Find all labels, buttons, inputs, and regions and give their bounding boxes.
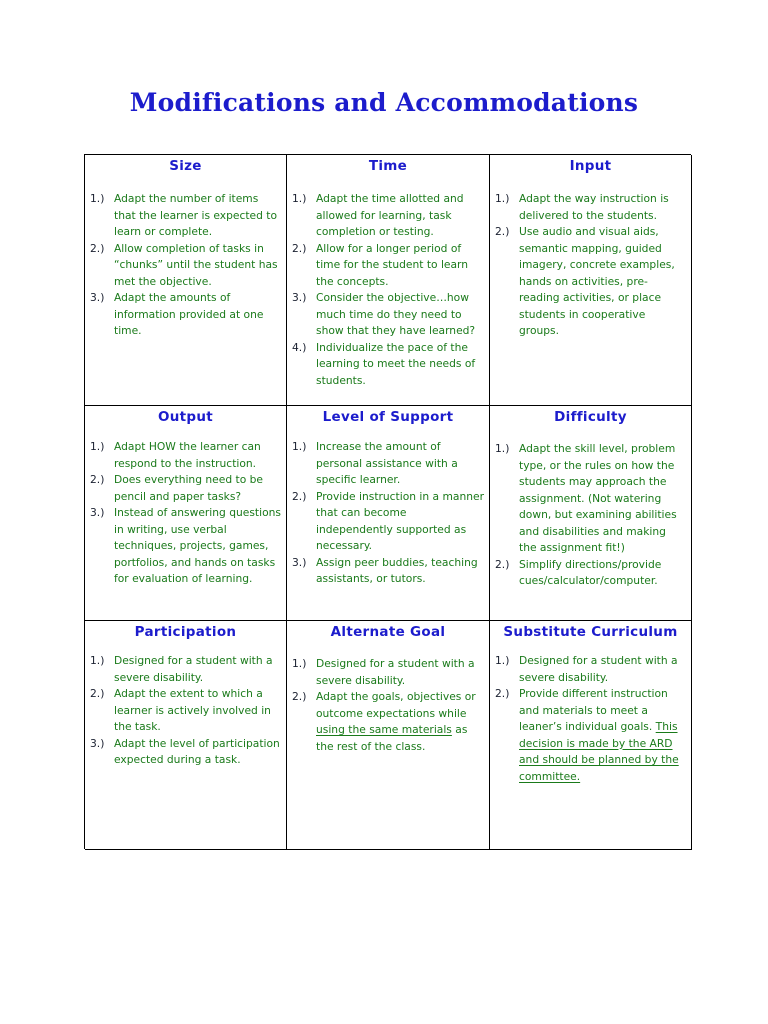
cell-participation: [85, 621, 287, 850]
list-item: 2.) Provide instruction in a manner that can become independently supported as necessary.: [292, 489, 484, 552]
page-title: Modifications and Accommodations: [129, 88, 639, 117]
cell-heading: Difficulty: [554, 409, 627, 425]
cell-heading: Output: [157, 409, 214, 425]
cell-heading: Time: [368, 158, 408, 174]
list-item: 2.) Provide different instruction and materials to meet a leaner’s individual goals. This decision is made by the ARD and should be planned by the committee.: [495, 687, 679, 783]
cell-difficulty: [490, 406, 692, 621]
accommodations-table: [84, 154, 691, 849]
item-list: [495, 191, 686, 340]
list-item: 4.) Individualize the pace of the learning to meet the needs of students.: [292, 340, 476, 387]
list-item: 3.) Assign peer buddies, teaching assistants, or tutors.: [292, 555, 478, 585]
cell-input: [490, 155, 692, 406]
cell-alternate-goal: [287, 621, 490, 850]
list-item: 2.) Allow for a longer period of time for the student to learn the concepts.: [292, 241, 469, 288]
list-item: 2.) Use audio and visual aids, semantic mapping, guided imagery, concrete examples, hands on activities, pre-reading activities, or place students in cooperative groups.: [495, 225, 675, 337]
item-list: [495, 441, 686, 590]
list-item: 2.) Allow completion of tasks in “chunks” until the student has met the objective.: [90, 241, 278, 288]
item-list: [292, 191, 484, 389]
list-item: 1.) Adapt the number of items that the learner is expected to learn or complete.: [90, 192, 278, 238]
list-item: 1.) Adapt the skill level, problem type, or the rules on how the students may approach the assignment. (Not watering down, but examining abilities and disabilities and making the assignment fit!): [495, 442, 677, 554]
cell-heading: Alternate Goal: [330, 624, 446, 640]
list-item: 3.) Consider the objective…how much time do they need to show that they have learned?: [292, 291, 476, 337]
cell-heading: Input: [569, 158, 612, 174]
list-item: 3.) Adapt the amounts of information provided at one time.: [90, 291, 264, 337]
list-item: 1.) Increase the amount of personal assistance with a specific learner.: [292, 440, 458, 486]
list-item: 1.) Adapt HOW the learner can respond to the instruction.: [90, 440, 261, 470]
item-list: [495, 653, 686, 785]
item-list: [90, 439, 281, 588]
list-item: 3.) Instead of answering questions in writing, use verbal techniques, projects, games, portfolios, and hands on tasks for evaluation of learning.: [90, 506, 281, 585]
cell-time: [287, 155, 490, 406]
cell-heading: Substitute Curriculum: [503, 624, 678, 640]
cell-level-of-support: [287, 406, 490, 621]
cell-size: [85, 155, 287, 406]
list-item: 1.) Adapt the way instruction is delivered to the students.: [495, 192, 669, 222]
list-item: 1.) Designed for a student with a severe disability.: [495, 654, 678, 684]
cell-output: [85, 406, 287, 621]
list-item: 2.) Simplify directions/provide cues/calculator/computer.: [495, 557, 662, 587]
list-item: 1.) Designed for a student with a severe disability.: [292, 657, 475, 687]
list-item: 2.) Adapt the goals, objectives or outcome expectations while using the same materials as the rest of the class.: [292, 690, 476, 753]
cell-heading: Level of Support: [322, 409, 454, 425]
cell-substitute-curriculum: [490, 621, 692, 850]
list-item: 1.) Adapt the time allotted and allowed for learning, task completion or testing.: [292, 192, 464, 238]
item-list: [292, 439, 484, 588]
list-item: 2.) Does everything need to be pencil and paper tasks?: [90, 473, 263, 503]
item-list: [90, 653, 281, 769]
cell-heading: Participation: [134, 624, 237, 640]
cell-heading: Size: [169, 158, 202, 174]
list-item: 1.) Designed for a student with a severe disability.: [90, 654, 273, 684]
list-item: 2.) Adapt the extent to which a learner is actively involved in the task.: [90, 687, 271, 733]
item-list: [90, 191, 281, 340]
list-item: 3.) Adapt the level of participation expected during a task.: [90, 736, 280, 766]
item-list: [292, 656, 484, 755]
